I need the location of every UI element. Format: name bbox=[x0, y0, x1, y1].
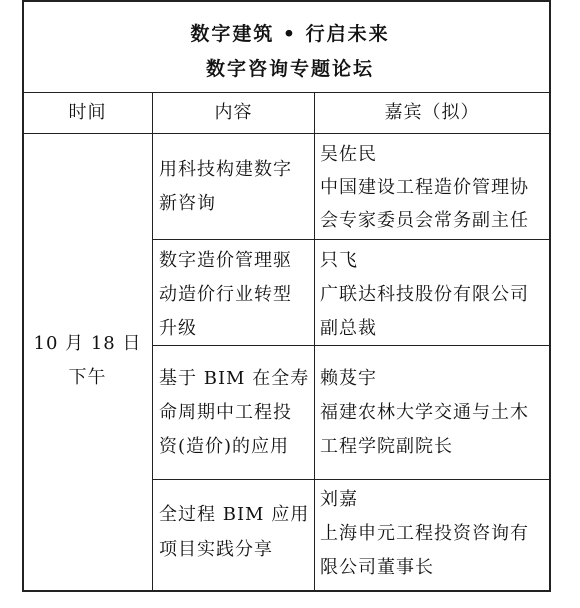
row-divider-2 bbox=[152, 345, 550, 346]
header-time: 时间 bbox=[68, 102, 107, 123]
column-divider-1 bbox=[152, 92, 153, 592]
topic-line: 命周期中工程投 bbox=[159, 402, 292, 423]
row-divider-3 bbox=[152, 479, 550, 480]
table-border-bottom bbox=[22, 590, 551, 592]
guest-title-line: 限公司董事长 bbox=[320, 557, 434, 578]
topic-line: 新咨询 bbox=[159, 193, 216, 214]
guest-name: 刘嘉 bbox=[320, 489, 358, 510]
session-period: 下午 bbox=[68, 367, 107, 388]
row-divider-1 bbox=[152, 239, 550, 240]
header-content: 内容 bbox=[214, 102, 253, 123]
header-divider bbox=[22, 133, 551, 134]
guest-title-line: 上海申元工程投资咨询有 bbox=[320, 523, 529, 544]
guest-title-line: 工程学院副院长 bbox=[320, 436, 453, 457]
table-border-right bbox=[549, 0, 551, 592]
topic-line: 升级 bbox=[159, 318, 197, 339]
topic-line: 资(造价)的应用 bbox=[159, 436, 290, 457]
guest-title-line: 副总裁 bbox=[320, 318, 377, 339]
topic-line: 用科技构建数字 bbox=[159, 159, 292, 180]
topic-line: 全过程 BIM 应用 bbox=[159, 504, 310, 525]
table-border-top bbox=[22, 0, 551, 2]
guest-title-line: 中国建设工程造价管理协 bbox=[320, 177, 529, 198]
forum-title: 数字建筑 • 行启未来 bbox=[190, 23, 390, 45]
guest-title-line: 福建农林大学交通与土木 bbox=[320, 402, 529, 423]
topic-line: 数字造价管理驱 bbox=[159, 250, 292, 271]
session-date: 10 月 18 日 bbox=[33, 333, 142, 354]
forum-subtitle: 数字咨询专题论坛 bbox=[205, 58, 374, 80]
guest-name: 只飞 bbox=[320, 250, 358, 271]
table-border-left bbox=[22, 0, 24, 592]
title-divider bbox=[22, 92, 551, 93]
header-guest: 嘉宾（拟） bbox=[384, 102, 480, 123]
guest-title-line: 广联达科技股份有限公司 bbox=[320, 284, 529, 305]
topic-line: 动造价行业转型 bbox=[159, 284, 292, 305]
column-divider-2 bbox=[314, 92, 315, 592]
guest-title-line: 会专家委员会常务副主任 bbox=[320, 210, 529, 231]
guest-name: 吴佐民 bbox=[320, 144, 377, 165]
topic-line: 基于 BIM 在全寿 bbox=[159, 368, 310, 389]
guest-name: 赖芨宇 bbox=[320, 368, 377, 389]
topic-line: 项目实践分享 bbox=[159, 539, 273, 560]
